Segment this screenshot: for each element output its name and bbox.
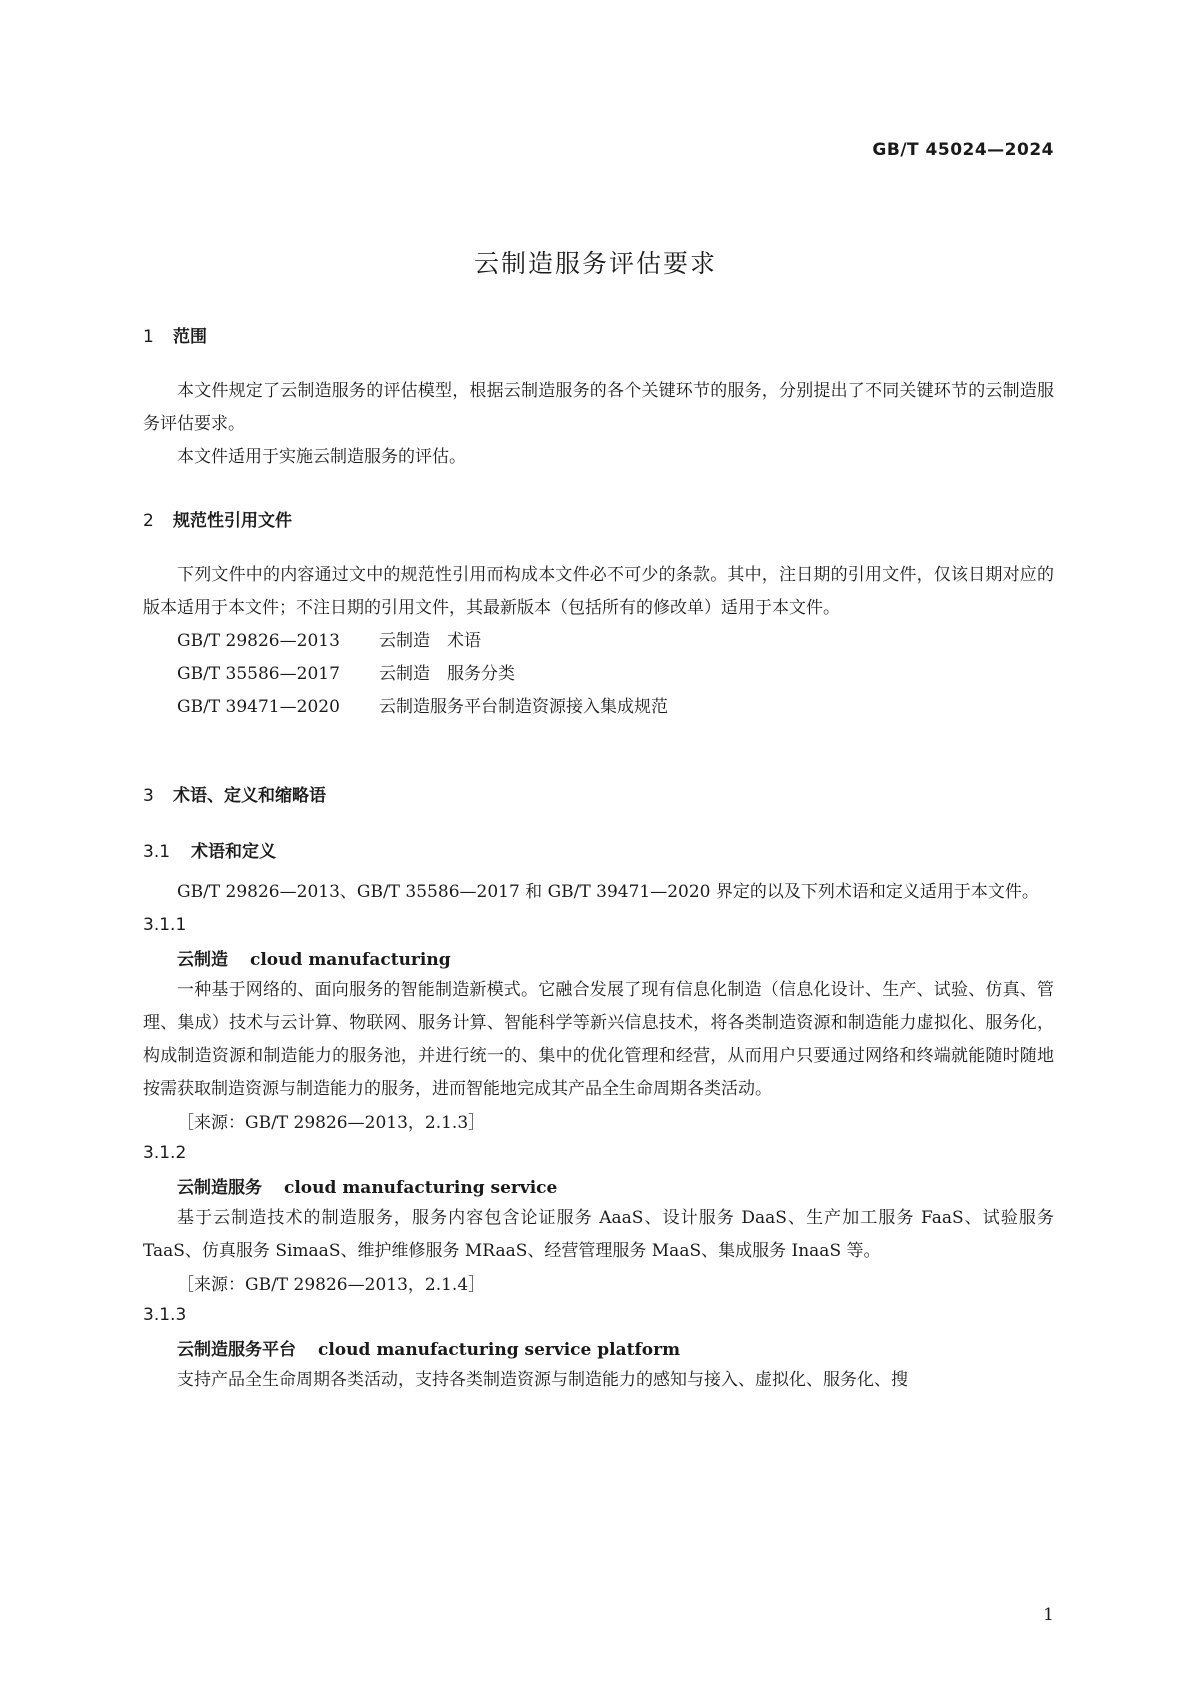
section-number: 1 xyxy=(143,327,154,347)
section-number: 2 xyxy=(143,511,154,531)
normative-reference xyxy=(143,658,1054,691)
term-en: cloud manufacturing service xyxy=(284,1178,558,1198)
reference-code: GB/T 29826—2013 xyxy=(177,631,340,651)
term-number: 3.1.3 xyxy=(143,1305,187,1325)
normative-reference xyxy=(143,691,1054,724)
paragraph: 本文件规定了云制造服务的评估模型，根据云制造服务的各个关键环节的服务，分别提出了不同关键环节的云制造服务评估要求。 xyxy=(143,381,1054,434)
term-zh: 云制造服务平台 xyxy=(177,1340,296,1360)
normative-reference xyxy=(143,625,1054,658)
section-2-body xyxy=(143,559,1054,724)
section-3-body xyxy=(143,876,1054,1397)
term-definition: 支持产品全生命周期各类活动，支持各类制造资源与制造能力的感知与接入、虚拟化、服务化、搜 xyxy=(177,1370,908,1390)
subsection-3-1-heading xyxy=(143,837,1054,862)
term-entry xyxy=(143,1173,1054,1198)
section-number: 3 xyxy=(143,786,154,806)
section-title: 规范性引用文件 xyxy=(173,511,292,531)
document-title: 云制造服务评估要求 xyxy=(473,249,717,278)
term-zh: 云制造 xyxy=(177,950,228,970)
term-source: ［来源：GB/T 29826—2013，2.1.3］ xyxy=(177,1113,486,1133)
term-number: 3.1.2 xyxy=(143,1143,187,1163)
subsection-number: 3.1 xyxy=(143,842,171,862)
reference-title: 云制造服务平台制造资源接入集成规范 xyxy=(379,697,668,717)
section-1-body xyxy=(143,375,1054,474)
reference-title: 云制造 术语 xyxy=(379,631,481,651)
paragraph: 下列文件中的内容通过文中的规范性引用而构成本文件必不可少的条款。其中，注日期的引用文件，仅该日期对应的版本适用于本文件；不注日期的引用文件，其最新版本（包括所有的修改单）适用于本文件。 xyxy=(143,565,1054,618)
reference-title: 云制造 服务分类 xyxy=(379,664,515,684)
section-title: 范围 xyxy=(173,327,207,347)
term-zh: 云制造服务 xyxy=(177,1178,262,1198)
section-title: 术语、定义和缩略语 xyxy=(173,786,326,806)
section-2-heading xyxy=(143,506,1054,531)
subsection-title: 术语和定义 xyxy=(191,842,276,862)
term-definition: 基于云制造技术的制造服务，服务内容包含论证服务 AaaS、设计服务 DaaS、生产加工服务 FaaS、试验服务 TaaS、仿真服务 SimaaS、维护维修服务 MRaaS、经营管理服务 MaaS、集成服务 InaaS 等。 xyxy=(143,1208,1054,1261)
paragraph: GB/T 29826—2013、GB/T 35586—2017 和 GB/T 39471—2020 界定的以及下列术语和定义适用于本文件。 xyxy=(177,882,1039,902)
term-entry xyxy=(143,1335,1054,1360)
page-number: 1 xyxy=(1043,1605,1054,1625)
term-en: cloud manufacturing service platform xyxy=(318,1340,681,1360)
section-1-heading xyxy=(143,322,1054,347)
section-3-heading xyxy=(143,781,1054,806)
paragraph: 本文件适用于实施云制造服务的评估。 xyxy=(177,447,466,467)
reference-code: GB/T 35586—2017 xyxy=(177,664,340,684)
term-entry xyxy=(143,945,1054,970)
term-definition: 一种基于网络的、面向服务的智能制造新模式。它融合发展了现有信息化制造（信息化设计、生产、试验、仿真、管理、集成）技术与云计算、物联网、服务计算、智能科学等新兴信息技术，将各类制造资源和制造能力虚拟化、服务化，构成制造资源和制造能力的服务池，并进行统一的、集中的优化管理和经营，从而用户只要通过网络和终端就能随时随地按需获取制造资源与制造能力的服务，进而智能地完成其产品全生命周期各类活动。 xyxy=(143,980,1054,1099)
term-source: ［来源：GB/T 29826—2013，2.1.4］ xyxy=(177,1275,486,1295)
standard-code: GB/T 45024—2024 xyxy=(872,140,1054,160)
term-number: 3.1.1 xyxy=(143,915,187,935)
term-en: cloud manufacturing xyxy=(250,950,451,970)
reference-code: GB/T 39471—2020 xyxy=(177,697,340,717)
